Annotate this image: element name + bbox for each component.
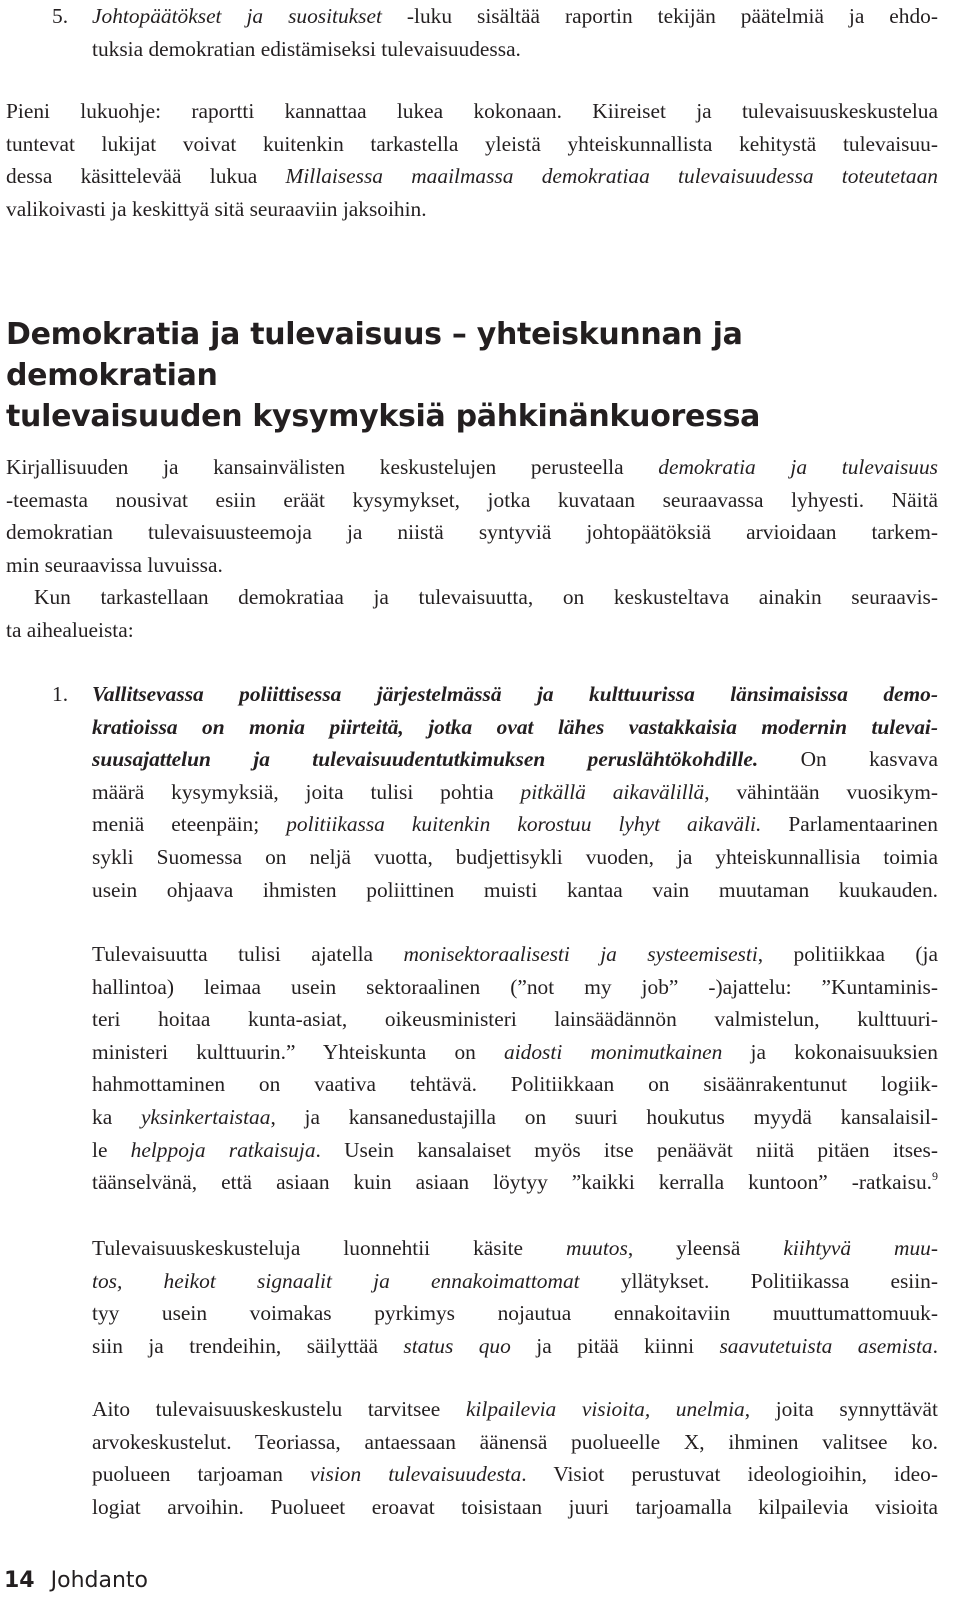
document-page: 5. Johtopäätökset ja suositukset -luku sisältää raportin tekijän päätelmiä ja ehdo- tuksia demokratian edistämiseksi tulevaisuudessa. Pieni lukuohje: raportti kannattaa lukea kokonaan. Kiireiset ja tulevaisuuskeskustelua tuntevat lukijat voivat kuitenkin tarkastella yleistä yhteiskunnallista kehitystä tulevaisuu- dessa käsittelevää lukua Millaisessa maailmassa demokratiaa tulevaisuudessa toteutetaan valikoivasti ja keskittyä sitä seuraaviin jaksoihin. Demokratia ja tulevaisuus – yhteiskunnan ja demokratian tulevaisuuden kysymyksiä pähkinänkuoressa Kirjallisuuden ja kansainvälisten keskustelujen perusteella demokratia ja tulevaisuus -teemasta nousivat esiin eräät kysymykset, jotka kuvataan seuraavassa lyhyesti. Näitä demokratian tulevaisuusteemoja ja niistä syntyviä johtopäätöksiä arvioidaan tarkem- min seuraavissa luvuissa. Kun tarkastellaan demokratiaa ja tulevaisuutta, on keskusteltava ainakin seuraavis- ta aihealueista: 1. Vallitsevassa poliittisessa järjestelmässä ja kulttuurissa länsimaisissa demo- kratioissa on monia piirteitä, jotka ovat lähes vastakkaisia modernin tulevai- suusajattelun ja tulevaisuudentutkimuksen peruslähtökohdille. On kasvava määrä kysymyksiä, joita tulisi pohtia pitkällä aikavälillä, vähintään vuosikym- meniä eteenpäin; politiikassa kuitenkin korostuu lyhyt aikaväli. Parlamentaarinen sykli Suomessa on neljä vuotta, budjettisykli vuoden, ja yhteiskunnallisia toimia usein ohjaava ihmisten poliittinen muisti kantaa vain muutaman kuukauden. Tulevaisuutta tulisi ajatella monisektoraalisesti ja systeemisesti, politiikkaa (ja hallintoa) leimaa usein sektoraalinen (”not my job” -)ajattelu: ”Kuntaminis- teri hoitaa kunta-asiat, oikeusministeri lainsäädännön valmistelun, kulttuuri- ministeri kulttuurin.” Yhteiskunta on aidosti monimutkainen ja kokonaisuuksien hahmottaminen on vaativa tehtävä. Politiikkaan on sisäänrakentunut logiik- ka yksinkertaistaa, ja kansanedustajilla on suuri houkutus myydä kansalaisil- le helppoja ratkaisuja. Usein kansalaiset myös itse penäävät niitä pitäen itses- täänselvänä, että asiaan kuin asiaan löytyy ”kaikki kerralla kuntoon” -ratkaisu.$^9$ Tulevaisuuskeskusteluja luonnehtii käsite muutos, yleensä kiihtyvä muu- tos, heikot signaalit ja ennakoimattomat yllätykset. Politiikassa esiin- tyy usein voimakas pyrkimys nojautua ennakoitaviin muuttumattomuuk- siin ja trendeihin, säilyttää status quo ja pitää kiinni saavutetuista asemista. Aito tulevaisuuskeskustelu tarvitsee kilpailevia visioita, unelmia, joita synnyttävät arvokeskustelut. Teoriassa, antaessaan äänensä puolueelle X, ihminen valitsee ko. puolueen tarjoaman vision tulevaisuudesta. Visiot perustuvat ideologioihin, ideo- logiat arvoihin. Puolueet eroavat toisistaan juuri tarjoamalla kilpailevia visioita 14 Johdanto xyxy=(0,0,960,1606)
intro-paragraph: Kirjallisuuden ja kansainvälisten keskustelujen perusteella demokratia ja tulevaisuus -teemasta nousivat esiin eräät kysymykset, jotka kuvataan seuraavassa lyhyesti. Näitä demokratian tulevaisuusteemoja ja niistä syntyviä johtopäätöksiä arvioidaan tarkem- min seuraavissa luvuissa. Kun tarkastellaan demokratiaa ja tulevaisuutta, on keskusteltava ainakin seuraavis- ta aihealueista: xyxy=(6,455,938,642)
page-number: 14 xyxy=(4,1568,35,1593)
item1-paragraph-4: Aito tulevaisuuskeskustelu tarvitsee kilpailevia visioita, unelmia, joita synnyttävät arvokeskustelut. Teoriassa, antaessaan äänensä puolueelle X, ihminen valitsee ko. puolueen tarjoaman vision tulevaisuudesta. Visiot perustuvat ideologioihin, ideo- logiat arvoihin. Puolueet eroavat toisistaan juuri tarjoamalla kilpailevia visioita xyxy=(92,1397,938,1519)
chapter-title: Johtopäätökset ja suositukset xyxy=(92,4,382,28)
page-footer xyxy=(4,1566,148,1596)
reading-guide-paragraph: Pieni lukuohje: raportti kannattaa lukea kokonaan. Kiireiset ja tulevaisuuskeskustelua tuntevat lukijat voivat kuitenkin tarkastella yleistä yhteiskunnallista kehitystä tulevaisuu- dessa käsittelevää lukua Millaisessa maailmassa demokratiaa tulevaisuudessa toteutetaan valikoivasti ja keskittyä sitä seuraaviin jaksoihin. xyxy=(6,99,938,221)
list-number: 1. xyxy=(52,682,69,706)
item1-paragraph-1: Vallitsevassa poliittisessa järjestelmässä ja kulttuurissa länsimaisissa demo- kratioissa on monia piirteitä, jotka ovat lähes vastakkaisia modernin tulevai- suusajattelun ja tulevaisuudentutkimuksen peruslähtökohdille. On kasvava määrä kysymyksiä, joita tulisi pohtia pitkällä aikavälillä, vähintään vuosikym- meniä eteenpäin; politiikassa kuitenkin korostuu lyhyt aikaväli. Parlamentaarinen sykli Suomessa on neljä vuotta, budjettisykli vuoden, ja yhteiskunnallisia toimia usein ohjaava ihmisten poliittinen muisti kantaa vain muutaman kuukauden. xyxy=(92,682,939,902)
section-heading: Demokratia ja tulevaisuus – yhteiskunnan ja demokratian tulevaisuuden kysymyksiä pähkinänkuoressa xyxy=(6,317,761,434)
item1-paragraph-2: Tulevaisuutta tulisi ajatella monisektoraalisesti ja systeemisesti, politiikkaa (ja hallintoa) leimaa usein sektoraalinen (”not my job” -)ajattelu: ”Kuntaminis- teri hoitaa kunta-asiat, oikeusministeri lainsäädännön valmistelun, kulttuuri- ministeri kulttuurin.” Yhteiskunta on aidosti monimutkainen ja kokonaisuuksien hahmottaminen on vaativa tehtävä. Politiikkaan on sisäänrakentunut logiik- ka yksinkertaistaa, ja kansanedustajilla on suuri houkutus myydä kansalaisil- le helppoja ratkaisuja. Usein kansalaiset myös itse penäävät niitä pitäen itses- täänselvänä, että asiaan kuin asiaan löytyy ”kaikki kerralla kuntoon” -ratkaisu.$^9$ xyxy=(92,942,938,1195)
footnote-reference[interactable]: 9 xyxy=(932,1169,938,1184)
item1-paragraph-3: Tulevaisuuskeskusteluja luonnehtii käsite muutos, yleensä kiihtyvä muu- tos, heikot signaalit ja ennakoimattomat yllätykset. Politiikassa esiin- tyy usein voimakas pyrkimys nojautua ennakoitaviin muuttumattomuuk- siin ja trendeihin, säilyttää status quo ja pitää kiinni saavutetuista asemista. xyxy=(92,1236,938,1358)
running-section-title: Johdanto xyxy=(50,1568,148,1593)
list-number: 5. xyxy=(52,4,69,28)
